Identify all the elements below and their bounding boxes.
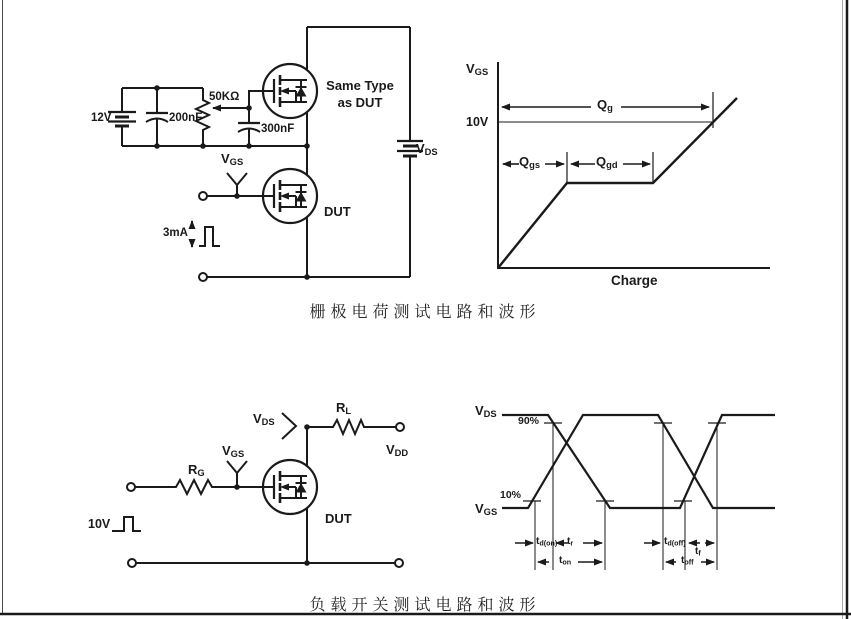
ton-label: $t_{on}$: [559, 555, 572, 567]
vds-trace-label: $V_{DS}$: [475, 403, 497, 420]
cap-300nf-label: 300nF: [261, 123, 295, 135]
same-type-note: Same Type as DUT: [326, 78, 394, 110]
rg-label: $R_G$: [188, 462, 205, 479]
dut-label: DUT: [325, 511, 352, 526]
vgs-probe-fork: [227, 461, 247, 487]
dut-mosfet: [263, 460, 317, 514]
upper-mosfet: [263, 64, 317, 118]
gate-node-wiring: [249, 91, 263, 146]
dc-loop: [307, 27, 410, 277]
pulse-3ma-label: 3mA: [163, 227, 188, 239]
vgs-curve: [498, 98, 737, 268]
input-pulse-glyph: [112, 517, 141, 531]
gate-charge-circuit: [108, 27, 423, 281]
gate-charge-caption: 栅极电荷测试电路和波形: [309, 304, 541, 321]
td-off-label: $t_{d(off)}$: [664, 536, 686, 548]
vgs-trace: [502, 415, 775, 508]
vds-trace: [502, 415, 775, 508]
ref-10v-label: 10V: [466, 115, 489, 129]
guide-lines: [535, 423, 717, 570]
qgs-label: $Q_{gs}$: [519, 154, 541, 171]
ground-terminal-right: [395, 559, 403, 567]
toff-label: $t_{off}$: [681, 555, 694, 567]
current-pulse-glyph: [199, 227, 220, 246]
dut-mosfet: [263, 169, 317, 223]
vdd-label: $V_{DD}$: [386, 442, 409, 459]
dut-label: DUT: [324, 204, 351, 219]
supply-12v-label: 12V: [91, 112, 112, 124]
vdd-terminal: [396, 423, 404, 431]
gate-wire-with-rg: [135, 480, 263, 494]
qgd-label: $Q_{gd}$: [596, 154, 618, 171]
vgs-probe-fork: [227, 173, 247, 196]
waveform-y-axis-label: $V_{GS}$: [466, 61, 489, 78]
level-90-label: 90%: [518, 415, 540, 427]
ground-terminal-left: [128, 559, 136, 567]
vgs-probe-label: $V_{GS}$: [221, 151, 244, 168]
tick-marks: [567, 92, 713, 183]
battery-12v: [108, 112, 136, 126]
source-terminal: [199, 273, 207, 281]
input-10v-label: 10V: [88, 517, 111, 531]
drain-rail-with-rl: [307, 420, 396, 434]
x-axis-charge-label: Charge: [611, 273, 658, 288]
td-on-label: $t_{d(on)}$: [536, 536, 558, 548]
vds-probe-label: $V_{DS}$: [253, 411, 275, 428]
pot-50k-label: 50KΩ: [209, 91, 240, 103]
gate-terminal: [199, 192, 207, 200]
qg-label: $Q_g$: [597, 97, 613, 114]
rl-label: $R_L$: [336, 400, 352, 417]
vds-supply-label: $V_{DS}$: [416, 141, 438, 158]
vgs-probe-label: $V_{GS}$: [222, 443, 245, 460]
tr-label: $t_r$: [567, 536, 574, 548]
vds-probe: [282, 413, 296, 439]
cap-200nf-label: 200nF: [169, 112, 203, 124]
load-switch-circuit: [112, 413, 404, 567]
level-10-label: 10%: [500, 489, 522, 501]
load-switch-caption: 负载开关测试电路和波形: [309, 597, 541, 614]
tf-label: $t_f$: [695, 546, 701, 558]
vgs-trace-label: $V_{GS}$: [475, 501, 498, 518]
input-terminal: [127, 483, 135, 491]
